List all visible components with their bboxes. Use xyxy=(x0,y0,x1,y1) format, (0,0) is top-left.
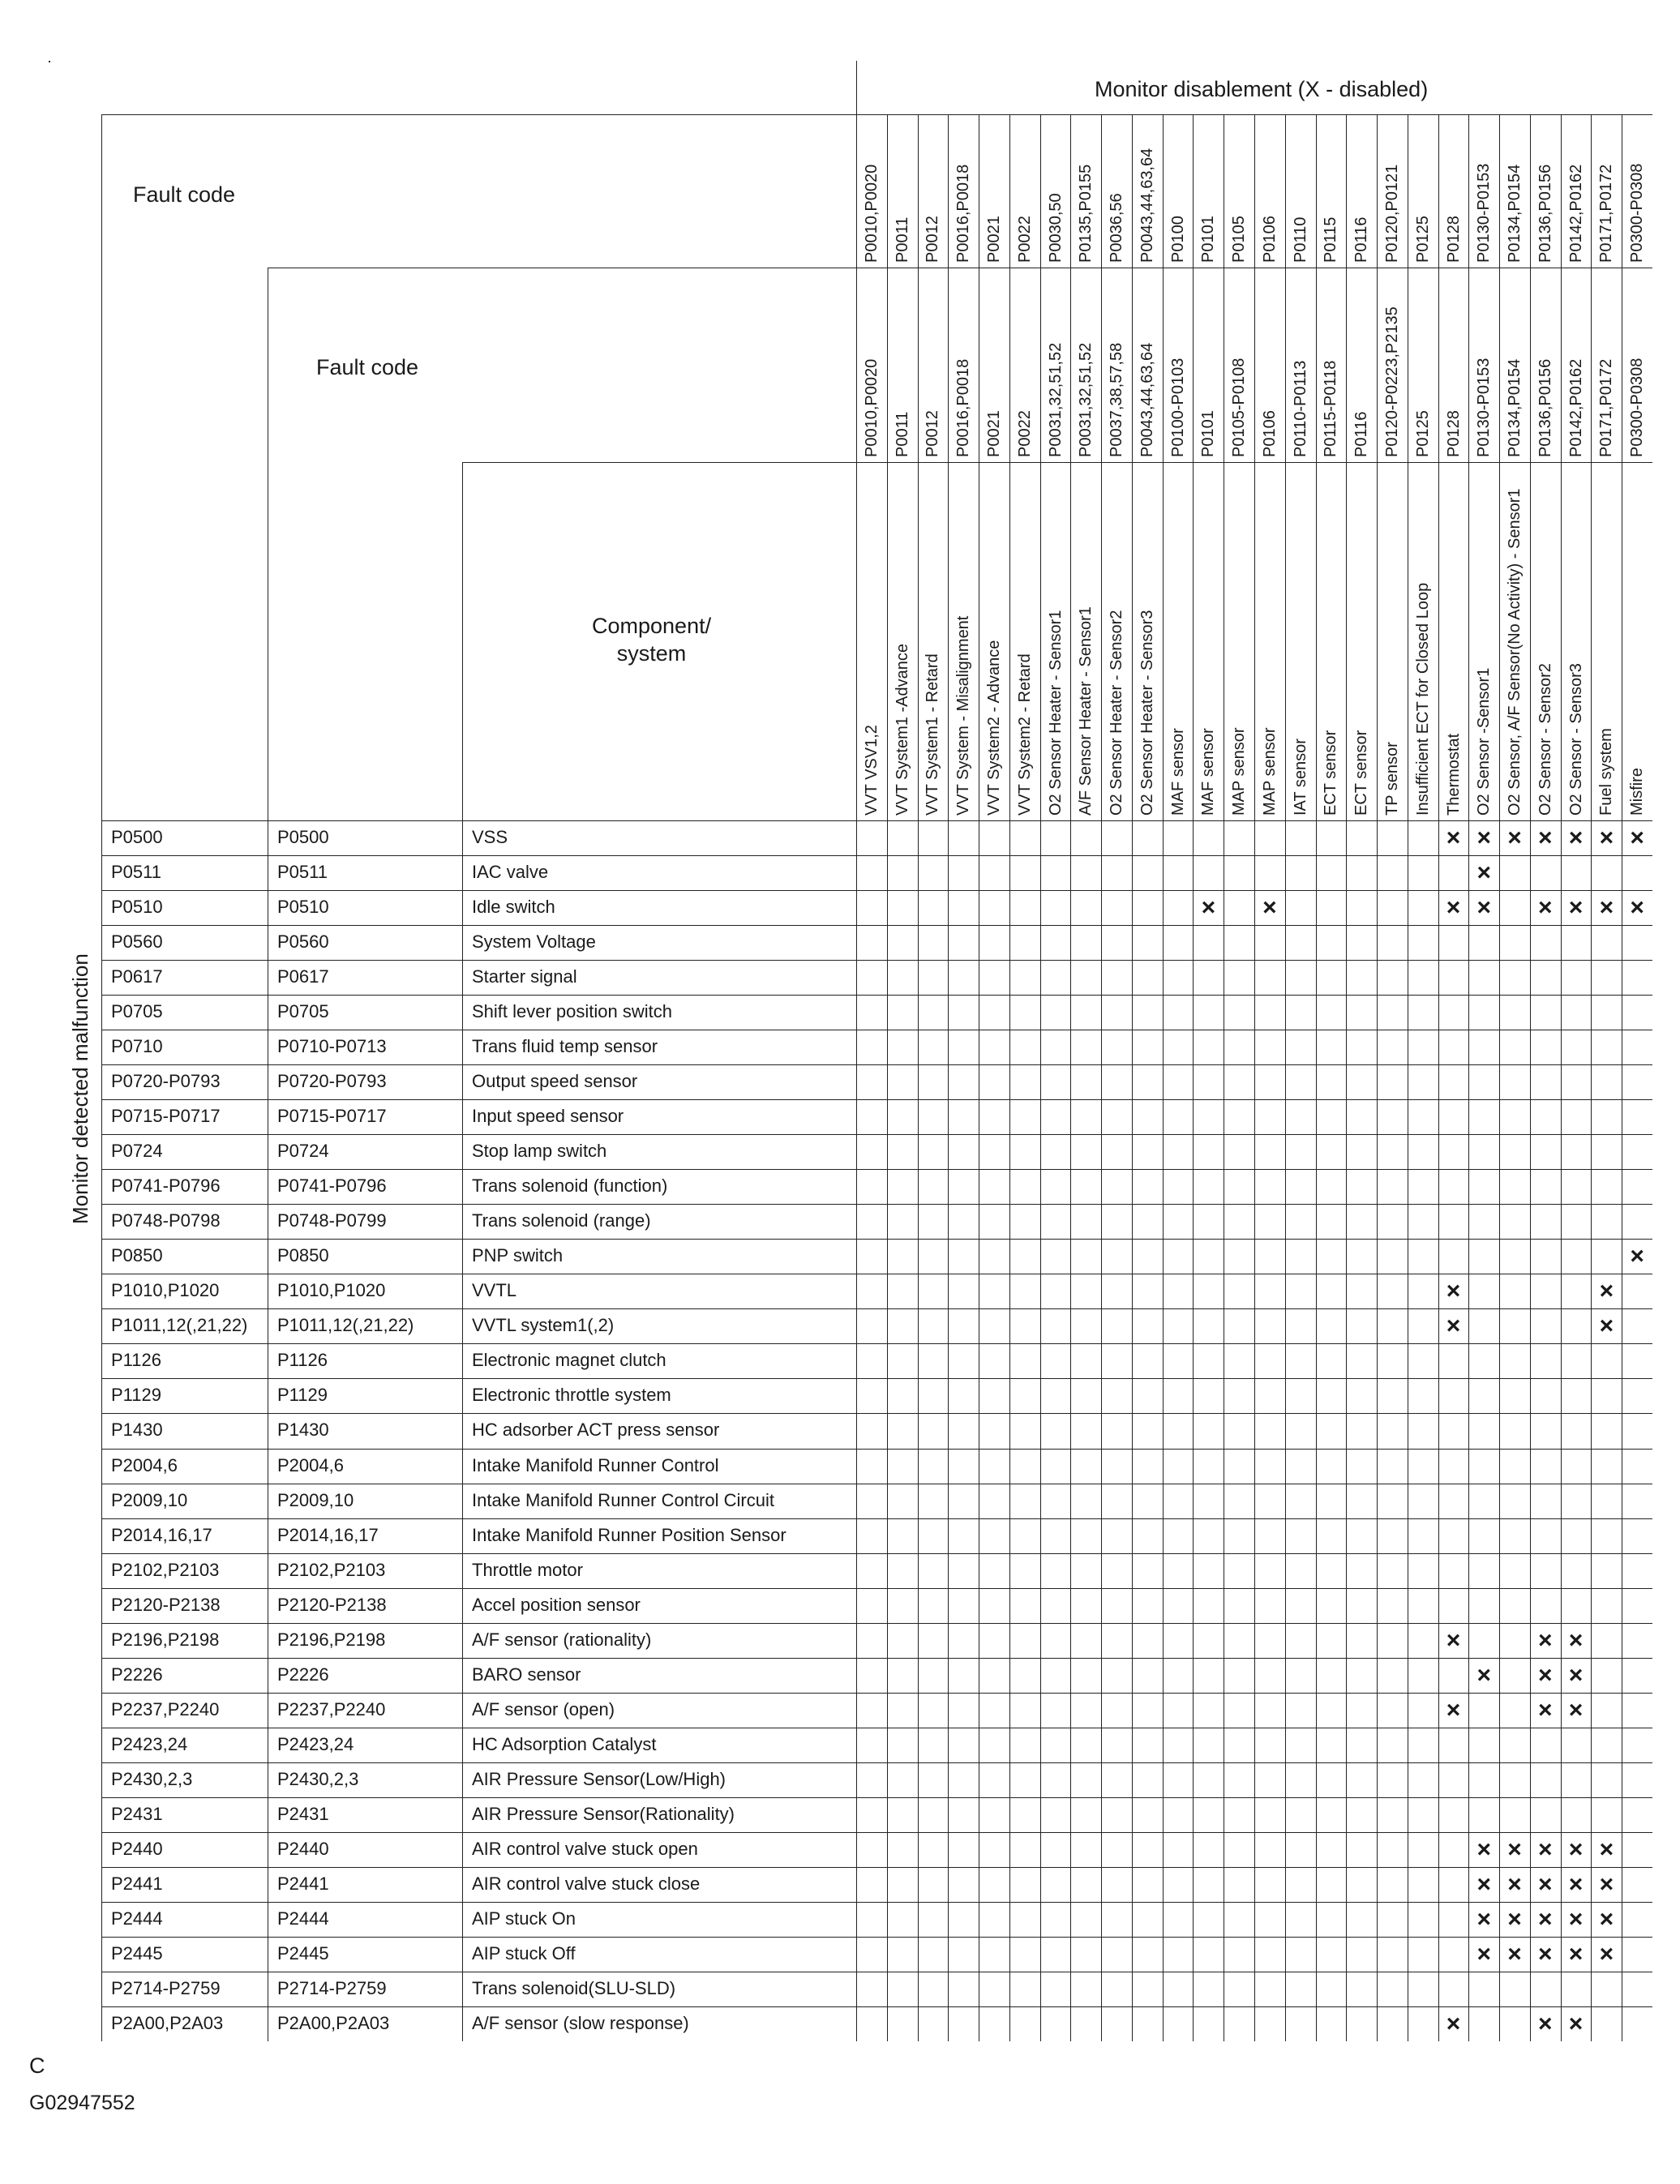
column-component-name: VVT System1 -Advance xyxy=(893,644,911,816)
row-fault-code-detail: P2441 xyxy=(277,1873,329,1894)
column-component-name: VVT System1 - Retard xyxy=(924,653,942,816)
column-code-primary: P0106 xyxy=(1260,216,1279,263)
column-code-primary: P0021 xyxy=(984,216,1003,263)
row-component: AIR control valve stuck open xyxy=(472,1838,698,1859)
column-component-name: O2 Sensor, A/F Sensor(No Activity) - Sensor1 xyxy=(1506,488,1524,816)
row-fault-code-detail: P2445 xyxy=(277,1942,329,1963)
row-fault-code: P0748-P0798 xyxy=(111,1210,221,1231)
column-code-primary: P0125 xyxy=(1413,216,1432,263)
row-component: Accel position sensor xyxy=(472,1594,641,1615)
row-fault-code: P2431 xyxy=(111,1803,163,1824)
fault-code-header-2: Fault code xyxy=(316,355,419,379)
column-component-name: MAP sensor xyxy=(1230,727,1249,816)
disabled-mark: × xyxy=(1507,1835,1522,1863)
disabled-mark: × xyxy=(1568,1626,1584,1654)
column-code-primary: P0142,P0162 xyxy=(1566,164,1585,263)
column-component-name: IAT sensor xyxy=(1291,739,1309,816)
column-code-secondary: P0031,32,51,52 xyxy=(1077,342,1095,457)
row-fault-code: P1129 xyxy=(111,1385,161,1406)
monitor-disablement-title: Monitor disablement (X - disabled) xyxy=(1095,77,1429,101)
row-fault-code-detail: P2004,6 xyxy=(277,1454,344,1475)
row-fault-code: P2444 xyxy=(111,1908,163,1929)
column-code-primary: P0012 xyxy=(924,216,942,263)
row-fault-code: P0850 xyxy=(111,1245,163,1266)
column-code-primary: P0105 xyxy=(1230,216,1249,263)
disabled-mark: × xyxy=(1568,2010,1584,2037)
disabled-mark: × xyxy=(1538,1905,1553,1933)
row-fault-code: P2014,16,17 xyxy=(111,1524,212,1545)
row-fault-code-detail: P0560 xyxy=(277,931,329,953)
disabled-mark: × xyxy=(1538,894,1553,922)
disabled-mark: × xyxy=(1599,1940,1614,1968)
column-code-primary: P0010,P0020 xyxy=(862,164,881,263)
row-fault-code: P2226 xyxy=(111,1664,163,1685)
column-code-primary: P0100 xyxy=(1168,216,1187,263)
column-code-secondary: P0136,P0156 xyxy=(1536,358,1554,457)
row-fault-code-detail: P0705 xyxy=(277,1001,329,1022)
row-component: VVTL xyxy=(472,1280,517,1301)
row-fault-code-detail: P0617 xyxy=(277,966,329,987)
disabled-mark: × xyxy=(1599,1905,1614,1933)
column-code-primary: P0300-P0308 xyxy=(1628,163,1647,263)
footer-letter: C xyxy=(29,2053,45,2078)
row-component: BARO sensor xyxy=(472,1664,581,1685)
column-code-secondary: P0171,P0172 xyxy=(1597,358,1616,457)
column-component-name: VVT VSV1,2 xyxy=(862,725,881,816)
row-fault-code: P1126 xyxy=(111,1350,161,1371)
column-code-secondary: P0125 xyxy=(1413,410,1432,457)
row-fault-code: P0511 xyxy=(111,862,161,883)
row-component: VSS xyxy=(472,827,508,847)
disabled-mark: × xyxy=(1476,1835,1492,1863)
column-component-name: Thermostat xyxy=(1444,733,1463,816)
column-code-secondary: P0010,P0020 xyxy=(862,358,881,457)
column-code-secondary: P0300-P0308 xyxy=(1628,358,1647,457)
row-fault-code: P0720-P0793 xyxy=(111,1071,221,1092)
disabled-mark: × xyxy=(1507,824,1522,851)
column-code-secondary: P0022 xyxy=(1015,410,1034,457)
row-component: AIP stuck On xyxy=(472,1908,576,1929)
row-fault-code-detail: P2423,24 xyxy=(277,1733,354,1754)
disabled-mark: × xyxy=(1630,894,1644,922)
column-code-secondary: P0016,P0018 xyxy=(954,358,973,457)
disabled-mark: × xyxy=(1599,824,1614,851)
column-code-primary: P0101 xyxy=(1199,216,1218,263)
row-component: System Voltage xyxy=(472,931,596,953)
column-component-name: O2 Sensor Heater - Sensor3 xyxy=(1138,610,1156,816)
row-fault-code-detail: P0510 xyxy=(277,897,329,918)
row-fault-code-detail: P0511 xyxy=(277,862,328,883)
disabled-mark: × xyxy=(1446,894,1461,922)
disabled-mark: × xyxy=(1538,1696,1553,1724)
row-fault-code: P0705 xyxy=(111,1001,163,1022)
row-fault-code: P2102,P2103 xyxy=(111,1559,220,1580)
disabled-mark: × xyxy=(1262,894,1277,922)
row-fault-code-detail: P2009,10 xyxy=(277,1489,354,1510)
component-system-header: Component/ system xyxy=(592,614,712,666)
monitor-detected-malfunction-label: Monitor detected malfunction xyxy=(68,953,92,1224)
disabled-mark: × xyxy=(1538,1870,1553,1898)
row-fault-code-detail: P1126 xyxy=(277,1350,328,1371)
column-code-primary: P0022 xyxy=(1015,216,1034,263)
row-fault-code-detail: P0724 xyxy=(277,1141,329,1162)
column-code-secondary: P0012 xyxy=(924,410,942,457)
disabled-mark: × xyxy=(1568,894,1584,922)
disabled-mark: × xyxy=(1599,1870,1614,1898)
column-code-primary: P0116 xyxy=(1352,216,1371,263)
disabled-mark: × xyxy=(1476,1905,1492,1933)
row-fault-code-detail: P2444 xyxy=(277,1908,329,1929)
disabled-mark: × xyxy=(1507,1905,1522,1933)
disabled-mark: × xyxy=(1446,1626,1461,1654)
column-component-name: ECT sensor xyxy=(1352,730,1371,816)
row-fault-code-detail: P0715-P0717 xyxy=(277,1106,387,1127)
row-component: Electronic magnet clutch xyxy=(472,1350,666,1371)
row-component: PNP switch xyxy=(472,1245,564,1266)
row-fault-code-detail: P1011,12(,21,22) xyxy=(277,1315,414,1336)
row-fault-code: P2009,10 xyxy=(111,1489,188,1510)
disabled-mark: × xyxy=(1507,1940,1522,1968)
row-fault-code: P0741-P0796 xyxy=(111,1176,221,1197)
row-fault-code: P2441 xyxy=(111,1873,163,1894)
row-fault-code-detail: P1010,P1020 xyxy=(277,1280,386,1301)
column-code-primary: P0110 xyxy=(1291,216,1309,263)
disabled-mark: × xyxy=(1476,1661,1492,1689)
disabled-mark: × xyxy=(1476,824,1492,851)
row-component: Trans fluid temp sensor xyxy=(472,1036,658,1057)
column-code-secondary: P0120-P0223,P2135 xyxy=(1382,306,1401,457)
column-component-name: O2 Sensor Heater - Sensor2 xyxy=(1108,610,1126,816)
row-fault-code-detail: P0850 xyxy=(277,1245,329,1266)
row-fault-code-detail: P2120-P2138 xyxy=(277,1594,387,1615)
column-component-name: Insufficient ECT for Closed Loop xyxy=(1413,582,1432,816)
row-fault-code: P0510 xyxy=(111,897,163,918)
row-component: Electronic throttle system xyxy=(472,1385,671,1406)
row-component: A/F sensor (slow response) xyxy=(472,2012,689,2033)
row-fault-code: P1011,12(,21,22) xyxy=(111,1315,248,1336)
row-fault-code: P2440 xyxy=(111,1838,163,1859)
column-code-secondary: P0142,P0162 xyxy=(1566,358,1585,457)
column-code-secondary: P0110-P0113 xyxy=(1291,360,1309,457)
row-fault-code: P2445 xyxy=(111,1942,163,1963)
column-component-name: O2 Sensor Heater - Sensor1 xyxy=(1046,610,1065,816)
row-component: VVTL system1(,2) xyxy=(472,1315,615,1336)
disabled-mark: × xyxy=(1538,1940,1553,1968)
row-fault-code: P0500 xyxy=(111,827,163,847)
row-fault-code: P2196,P2198 xyxy=(111,1629,220,1650)
disabled-mark: × xyxy=(1476,894,1492,922)
column-code-secondary: P0105-P0108 xyxy=(1230,358,1249,457)
row-component: AIP stuck Off xyxy=(472,1942,576,1963)
row-fault-code-detail: P2237,P2240 xyxy=(277,1698,386,1719)
column-component-name: A/F Sensor Heater - Sensor1 xyxy=(1077,606,1095,816)
column-component-name: MAF sensor xyxy=(1168,728,1187,816)
column-component-name: VVT System2 - Advance xyxy=(984,640,1003,816)
row-fault-code-detail: P2196,P2198 xyxy=(277,1629,386,1650)
fault-code-header-1: Fault code xyxy=(133,182,236,207)
disabled-mark: × xyxy=(1568,1905,1584,1933)
column-code-primary: P0171,P0172 xyxy=(1597,164,1616,263)
disabled-mark: × xyxy=(1630,1243,1644,1270)
column-code-primary: P0130-P0153 xyxy=(1475,163,1494,263)
column-code-primary: P0036,56 xyxy=(1108,193,1126,263)
disabled-mark: × xyxy=(1568,1661,1584,1689)
row-component: Input speed sensor xyxy=(472,1106,624,1127)
disabled-mark: × xyxy=(1538,1661,1553,1689)
row-fault-code: P1430 xyxy=(111,1420,163,1441)
column-code-secondary: P0130-P0153 xyxy=(1475,358,1494,457)
row-fault-code-detail: P0741-P0796 xyxy=(277,1176,387,1197)
row-fault-code: P1010,P1020 xyxy=(111,1280,220,1301)
row-component: Stop lamp switch xyxy=(472,1141,607,1162)
row-component: Trans solenoid (function) xyxy=(472,1176,668,1197)
column-component-name: O2 Sensor - Sensor3 xyxy=(1566,663,1585,816)
column-code-primary: P0011 xyxy=(893,216,911,263)
row-fault-code: P0560 xyxy=(111,931,163,953)
row-fault-code: P2423,24 xyxy=(111,1733,188,1754)
disabled-mark: × xyxy=(1599,1835,1614,1863)
column-component-name: TP sensor xyxy=(1382,742,1401,816)
column-code-secondary: P0134,P0154 xyxy=(1506,358,1524,457)
row-component: IAC valve xyxy=(472,862,549,883)
row-fault-code: P2A00,P2A03 xyxy=(111,2012,224,2033)
row-fault-code-detail: P2014,16,17 xyxy=(277,1524,379,1545)
row-fault-code: P2004,6 xyxy=(111,1454,178,1475)
row-fault-code: P2120-P2138 xyxy=(111,1594,221,1615)
row-component: A/F sensor (rationality) xyxy=(472,1629,652,1650)
disabled-mark: × xyxy=(1568,1835,1584,1863)
column-code-primary: P0016,P0018 xyxy=(954,164,973,263)
monitor-disablement-table xyxy=(49,61,1652,2041)
column-code-secondary: P0116 xyxy=(1352,411,1371,457)
column-code-secondary: P0043,44,63,64 xyxy=(1138,342,1156,457)
row-fault-code: P2714-P2759 xyxy=(111,1977,221,1998)
column-code-secondary: P0031,32,51,52 xyxy=(1046,342,1065,457)
disabled-mark: × xyxy=(1599,894,1614,922)
row-fault-code: P0617 xyxy=(111,966,163,987)
column-component-name: Misfire xyxy=(1628,768,1647,816)
column-component-name: MAF sensor xyxy=(1199,728,1218,816)
column-code-primary: P0043,44,63,64 xyxy=(1138,148,1156,263)
column-code-secondary: P0011 xyxy=(893,411,911,457)
row-fault-code: P0724 xyxy=(111,1141,163,1162)
row-fault-code-detail: P2102,P2103 xyxy=(277,1559,386,1580)
column-code-secondary: P0115-P0118 xyxy=(1322,360,1340,457)
row-fault-code-detail: P0500 xyxy=(277,827,329,847)
figure-id: G02947552 xyxy=(29,2092,135,2114)
row-fault-code-detail: P1129 xyxy=(277,1385,328,1406)
column-code-secondary: P0106 xyxy=(1260,410,1279,457)
disabled-mark: × xyxy=(1568,1870,1584,1898)
row-fault-code-detail: P2A00,P2A03 xyxy=(277,2012,390,2033)
column-code-primary: P0128 xyxy=(1444,216,1463,263)
row-fault-code-detail: P2430,2,3 xyxy=(277,1768,359,1789)
column-component-name: Fuel system xyxy=(1597,728,1616,816)
disabled-mark: × xyxy=(1476,1940,1492,1968)
disabled-mark: × xyxy=(1446,1278,1461,1305)
row-fault-code: P0715-P0717 xyxy=(111,1106,221,1127)
row-component: Throttle motor xyxy=(472,1559,583,1580)
column-code-secondary: P0021 xyxy=(984,410,1003,457)
column-component-name: ECT sensor xyxy=(1322,730,1340,816)
disabled-mark: × xyxy=(1568,1940,1584,1968)
row-fault-code-detail: P0748-P0799 xyxy=(277,1210,387,1231)
table-frame xyxy=(49,61,50,62)
column-code-primary: P0134,P0154 xyxy=(1506,164,1524,263)
row-fault-code: P2430,2,3 xyxy=(111,1768,193,1789)
column-code-secondary: P0128 xyxy=(1444,410,1463,457)
column-code-primary: P0115 xyxy=(1322,216,1340,263)
row-component: Trans solenoid(SLU-SLD) xyxy=(472,1977,676,1998)
column-code-primary: P0136,P0156 xyxy=(1536,164,1554,263)
row-fault-code-detail: P2714-P2759 xyxy=(277,1977,387,1998)
row-fault-code-detail: P2431 xyxy=(277,1803,329,1824)
column-code-primary: P0030,50 xyxy=(1046,193,1065,263)
disabled-mark: × xyxy=(1599,1278,1614,1305)
row-component: AIR Pressure Sensor(Low/High) xyxy=(472,1768,726,1789)
row-fault-code-detail: P1430 xyxy=(277,1420,329,1441)
row-component: Shift lever position switch xyxy=(472,1001,672,1022)
disabled-mark: × xyxy=(1446,1313,1461,1340)
row-component: HC adsorber ACT press sensor xyxy=(472,1420,720,1441)
row-component: Output speed sensor xyxy=(472,1071,638,1092)
disabled-mark: × xyxy=(1446,1696,1461,1724)
disabled-mark: × xyxy=(1507,1870,1522,1898)
column-code-secondary: P0100-P0103 xyxy=(1168,358,1187,457)
disabled-mark: × xyxy=(1538,2010,1553,2037)
column-component-name: O2 Sensor -Sensor1 xyxy=(1475,667,1494,816)
column-component-name: MAP sensor xyxy=(1260,727,1279,816)
row-component: AIR control valve stuck close xyxy=(472,1873,701,1894)
disabled-mark: × xyxy=(1568,824,1584,851)
column-code-secondary: P0037,38,57,58 xyxy=(1108,342,1126,457)
row-component: Starter signal xyxy=(472,966,577,987)
disabled-mark: × xyxy=(1538,824,1553,851)
row-component: Intake Manifold Runner Position Sensor xyxy=(472,1524,786,1545)
row-fault-code-detail: P0720-P0793 xyxy=(277,1071,387,1092)
column-code-primary: P0120,P0121 xyxy=(1382,164,1401,263)
row-fault-code-detail: P2440 xyxy=(277,1838,329,1859)
disabled-mark: × xyxy=(1446,2010,1461,2037)
disabled-mark: × xyxy=(1476,859,1492,887)
column-component-name: O2 Sensor - Sensor2 xyxy=(1536,663,1554,816)
column-component-name: VVT System2 - Retard xyxy=(1015,653,1034,816)
row-component: Intake Manifold Runner Control xyxy=(472,1454,719,1475)
row-component: Idle switch xyxy=(472,897,555,918)
row-fault-code-detail: P2226 xyxy=(277,1664,329,1685)
row-fault-code: P2237,P2240 xyxy=(111,1698,220,1719)
disabled-mark: × xyxy=(1568,1696,1584,1724)
row-component: AIR Pressure Sensor(Rationality) xyxy=(472,1803,735,1824)
disabled-mark: × xyxy=(1476,1870,1492,1898)
row-fault-code: P0710 xyxy=(111,1036,163,1057)
column-code-secondary: P0101 xyxy=(1199,410,1218,457)
disabled-mark: × xyxy=(1538,1626,1553,1654)
row-component: Intake Manifold Runner Control Circuit xyxy=(472,1489,774,1510)
disabled-mark: × xyxy=(1538,1835,1553,1863)
disabled-mark: × xyxy=(1599,1313,1614,1340)
disabled-mark: × xyxy=(1446,824,1461,851)
row-fault-code-detail: P0710-P0713 xyxy=(277,1036,387,1057)
row-component: A/F sensor (open) xyxy=(472,1698,615,1719)
column-component-name: VVT System - Misalignment xyxy=(954,615,973,816)
disabled-mark: × xyxy=(1201,894,1216,922)
row-component: Trans solenoid (range) xyxy=(472,1210,651,1231)
disabled-mark: × xyxy=(1630,824,1644,851)
column-code-primary: P0135,P0155 xyxy=(1077,164,1095,263)
row-component: HC Adsorption Catalyst xyxy=(472,1733,657,1754)
